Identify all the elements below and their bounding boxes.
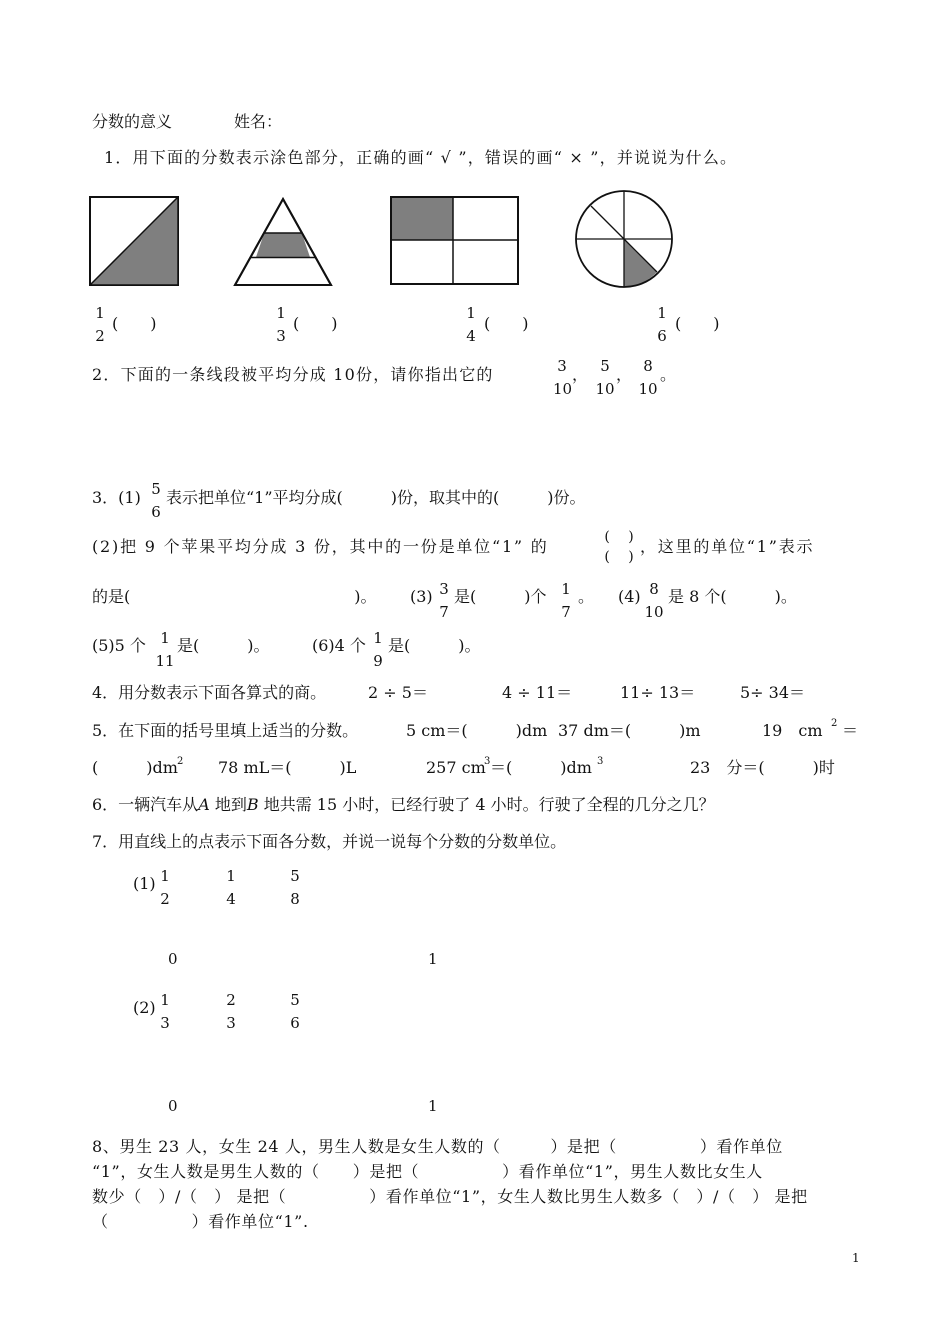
q5-item-5-exponent: 3: [484, 756, 491, 767]
q3-part5-fraction: 1 11: [155, 629, 175, 670]
q2-separator-1: ，: [572, 365, 589, 384]
q5-item-6: 23 分＝( )时: [690, 758, 835, 777]
q7-part1-label: (1): [133, 874, 156, 893]
figure-square-half: [89, 196, 181, 288]
question-7-text: 7．用直线上的点表示下面各分数，并说一说每个分数的分数单位。: [92, 832, 567, 851]
q3-part6-text: 是( )。: [388, 636, 481, 655]
q7-part1-fraction-1: 1 2: [160, 867, 170, 908]
figure-triangle-band: [232, 196, 334, 288]
page-number: 1: [852, 1251, 860, 1265]
q3-part3-end: 。: [578, 587, 595, 606]
q5-item-5: 257 cm: [426, 758, 486, 777]
q5-item-3-blank: ( )dm: [92, 758, 178, 777]
question-5-label: 5．在下面的括号里填上适当的分数。: [92, 721, 359, 740]
q3-part1-fraction: 5 6: [151, 480, 161, 521]
question-2-text: 2．下面的一条线段被平均分成 10份，请你指出它的: [92, 365, 494, 384]
q1-fraction-4: 1 6: [657, 304, 667, 345]
q7-part2-label: (2): [133, 998, 156, 1017]
q1-fraction-2: 1 3: [276, 304, 286, 345]
q5-item-3-blank-exponent: 2: [177, 756, 184, 767]
question-1-text: 1．用下面的分数表示涂色部分，正确的画“ √ ”，错误的画“ × ”，并说说为什么。: [104, 148, 738, 167]
q4-item-4: 5÷ 34＝: [740, 683, 806, 702]
q4-item-3: 11÷ 13＝: [620, 683, 696, 702]
q7-part2-fraction-3: 5 6: [290, 991, 300, 1032]
q5-item-3-exponent: 2: [831, 718, 838, 729]
q2-separator-2: ，: [616, 365, 633, 384]
q1-answer-blank-3[interactable]: ( ): [484, 314, 529, 333]
q5-item-3: 19 cm: [762, 721, 823, 740]
q7-part1-fraction-3: 5 8: [290, 867, 300, 908]
q7-part2-fraction-1: 1 3: [160, 991, 170, 1032]
q7-part1-one: 1: [428, 950, 438, 968]
q3-part6-fraction: 1 9: [373, 629, 383, 670]
q1-answer-blank-1[interactable]: ( ): [112, 314, 157, 333]
q7-part2-one: 1: [428, 1097, 438, 1115]
q5-item-4: 78 mL＝( )L: [218, 758, 357, 777]
question-8-line-2: “1”，女生人数是男生人数的（ ）是把（ ）看作单位“1”，男生人数比女生人: [92, 1162, 763, 1181]
q1-fraction-3: 1 4: [466, 304, 476, 345]
q7-part1-zero: 0: [168, 950, 178, 968]
name-label: 姓名：: [234, 112, 283, 131]
q3-part3-mid: 是( )个: [454, 587, 547, 606]
question-8-line-1: 8、男生 23 人，女生 24 人，男生人数是女生人数的（ ）是把（ ）看作单位: [92, 1137, 783, 1156]
q2-fraction-1: 3 10: [553, 357, 573, 398]
q7-part2-zero: 0: [168, 1097, 178, 1115]
q5-item-2: 37 dm＝( )m: [558, 721, 701, 740]
q3-part4-fraction: 8 10: [644, 580, 664, 621]
worksheet-title: 分数的意义: [92, 112, 173, 131]
q1-fraction-1: 1 2: [95, 304, 105, 345]
q7-part2-fraction-2: 2 3: [226, 991, 236, 1032]
q4-item-2: 4 ÷ 11＝: [502, 683, 573, 702]
q5-item-1: 5 cm＝( )dm: [406, 721, 548, 740]
q1-answer-blank-4[interactable]: ( ): [675, 314, 720, 333]
q3-part4-prefix: (4): [618, 587, 641, 606]
figure-circle-sectors: [572, 186, 678, 292]
q1-answer-blank-2[interactable]: ( ): [293, 314, 338, 333]
q2-fraction-2: 5 10: [595, 357, 615, 398]
q4-item-1: 2 ÷ 5＝: [368, 683, 428, 702]
q3-part5-prefix: (5)5 个: [92, 636, 146, 655]
q3-part3-fraction: 3 7: [439, 580, 449, 621]
q3-part2-line2: 的是( )。: [92, 587, 377, 606]
question-4-label: 4．用分数表示下面各算式的商。: [92, 683, 327, 702]
question-6-text: 6．一辆汽车从A 地到B 地共需 15 小时，已经行驶了 4 小时。行驶了全程的几分之几？: [92, 795, 715, 814]
q3-part4-text: 是 8 个( )。: [668, 587, 797, 606]
q3-part2-tail: ，这里的单位“1”表示: [640, 537, 815, 556]
q7-part1-fraction-2: 1 4: [226, 867, 236, 908]
q3-part2-fraction-blank[interactable]: ( ) ( ): [604, 529, 634, 565]
q3-part2-text: (2)把 9 个苹果平均分成 3 份，其中的一份是单位“1” 的: [92, 537, 549, 556]
q5-item-5-rest: ＝( )dm: [490, 758, 592, 777]
q5-item-5-rest-exponent: 3: [597, 756, 604, 767]
q2-fraction-3: 8 10: [638, 357, 658, 398]
q5-item-3-equals: ＝: [842, 721, 859, 740]
question-8-line-4: （ ）看作单位“1”.: [92, 1212, 309, 1231]
q2-end-mark: 。: [660, 365, 677, 384]
q3-part1-text: 表示把单位“1”平均分成( )份，取其中的( )份。: [166, 488, 586, 507]
q3-part3-fraction-2: 1 7: [561, 580, 571, 621]
q3-part6-prefix: (6)4 个: [312, 636, 366, 655]
q3-part3-prefix: (3): [410, 587, 433, 606]
question-8-line-3: 数少（ ）/（ ） 是把（ ）看作单位“1”，女生人数比男生人数多（ ）/（ ） 是把: [92, 1187, 808, 1206]
figure-rectangle-quarter: [390, 196, 520, 286]
q3-part1-prefix: 3．(1): [92, 488, 141, 507]
q3-part5-text: 是( )。: [177, 636, 270, 655]
